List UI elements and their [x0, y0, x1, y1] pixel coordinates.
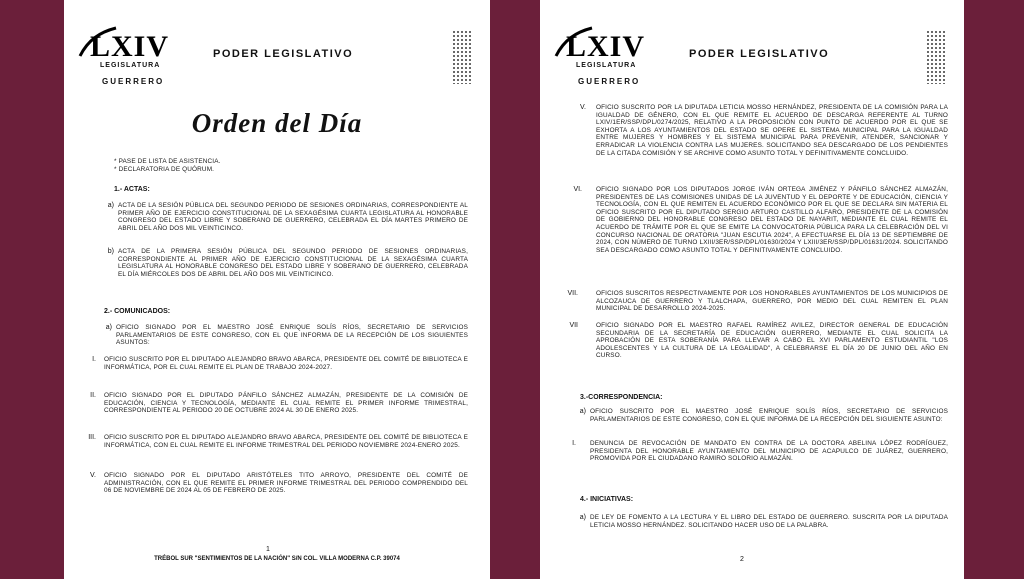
marker: III. [88, 434, 96, 441]
marker: V. [580, 104, 586, 111]
page-header [78, 22, 476, 88]
item-viii: OFICIO SIGNADO POR EL MAESTRO RAFAEL RAMÍREZ AVILEZ, DIRECTOR GENERAL DE EDUCACIÓN SECUNDARIA DE LA SECRETARÍA DE EDUCACIÓN GUERRERO, MEDIANTE EL CUAL SOLICITA LA APROBACIÓN DE ESTA SOBERANÍA PARA LLEVAR A CABO EL XVI PARLAMENTO ESTUDIANTIL "LOS ADOLESCENTES Y LA CULTURA DE LA LEGALIDAD", A CELEBRARSE EL DÍA 20 DE JUNIO DEL AÑO EN CURSO. [596, 322, 948, 360]
acta-b: ACTA DE LA PRIMERA SESIÓN PÚBLICA DEL SEGUNDO PERIODO DE SESIONES ORDINARIAS, CORRESPONDIENTE AL PRIMER AÑO DE EJERCICIO CONSTITUCIONAL DE LA SEXAGÉSIMA CUARTA LEGISLATURA AL HONORABLE CONGRESO DEL ESTADO LIBRE Y SOBERANO DE GUERRERO, CELEBRADA EL DÍA MIÉRCOLES DOS DE ABRIL DEL AÑO DOS MIL VEINTICINCO. [118, 248, 468, 278]
item-v: OFICIO SUSCRITO POR LA DIPUTADA LETICIA MOSSO HERNÁNDEZ, PRESIDENTA DE LA COMISIÓN PARA LA IGUALDAD DE GÉNERO, CON EL QUE REMITE EL ACUERDO DE DESCARGA REFERENTE AL TURNO LXIV/1ER/SSP/DPL/0274/2025, RELATIVO A LA PROPOSICIÓN CON PUNTO DE ACUERDO POR EL QUE SE EXHORTA A LOS AYUNTAMIENTOS DEL ESTADO SE OPERE EL SISTEMA MUNICIPAL PARA LA IGUALDAD ENTRE MUJERES Y HOMBRES Y EL SISTEMA MUNICIPAL PARA PREVENIR, ATENDER, SANCIONAR Y ERRADICAR LA VIOLENCIA CONTRA LAS MUJERES. SOLICITANDO SEA DESCARGADO DE LOS PENDIENTES DE LA CITADA COMISIÓN Y SE ARCHIVE COMO ASUNTO TOTAL Y DEFINITIVAMENTE CONCLUIDO. [596, 104, 948, 157]
dot-pattern-icon [452, 30, 472, 84]
logo-legislatura: LEGISLATURA [100, 62, 161, 69]
marker: VII [569, 322, 578, 329]
document-page-1 [64, 0, 490, 579]
correspondencia-title: 3.-CORRESPONDENCIA: [580, 394, 663, 401]
poder-legislativo-title: PODER LEGISLATIVO [213, 48, 354, 60]
orden-del-dia-heading: Orden del Día [191, 108, 363, 138]
marker: VII. [567, 290, 578, 297]
item-vii: OFICIOS SUSCRITOS RESPECTIVAMENTE POR LOS HONORABLES AYUNTAMIENTOS DE LOS MUNICIPIOS DE ALCOZAUCA DE GUERRERO Y TLALCHAPA, GUERRERO, POR MEDIO DEL CUAL REMITEN EL PLAN MUNICIPAL DE DESARROLLO 2024-2025. [596, 290, 948, 313]
logo-state: GUERRERO [578, 77, 641, 86]
marker: a) [105, 324, 112, 331]
declaratoria-quorum: * DECLARATORIA DE QUÓRUM. [114, 166, 215, 173]
correspondencia-i: DENUNCIA DE REVOCACIÓN DE MANDATO EN CONTRA DE LA DOCTORA ABELINA LÓPEZ RODRÍGUEZ, PRESIDENTA DEL HONORABLE AYUNTAMIENTO DEL MUNICIPIO DE ACAPULCO DE JUÁREZ, GUERRERO, PROMOVIDA POR EL CIUDADANO RAMIRO SOLORIO ALMAZÁN. [590, 440, 948, 463]
footer-address: TRÉBOL SUR "SENTIMIENTOS DE LA NACIÓN" S/N COL. VILLA MODERNA C.P. 39074 [154, 556, 400, 562]
poder-legislativo-title: PODER LEGISLATIVO [689, 48, 830, 60]
marker: V. [90, 472, 96, 479]
logo-roman: LXIV [566, 30, 646, 63]
page-number: 1 [266, 546, 270, 553]
logo-roman: LXIV [90, 30, 170, 63]
comunicado-iii: OFICIO SUSCRITO POR EL DIPUTADO ALEJANDRO BRAVO ABARCA, PRESIDENTE DEL COMITÉ DE BIBLIOTECA E INFORMÁTICA, CON EL CUAL REMITE EL INFORME TRIMESTRAL DEL PERIODO NOVIEMBRE 2024-ENERO 2025. [104, 434, 468, 449]
marker: a) [579, 514, 586, 521]
comunicado-a: OFICIO SIGNADO POR EL MAESTRO JOSÉ ENRIQUE SOLÍS RÍOS, SECRETARIO DE SERVICIOS PARLAMENTARIOS DE ESTE CONGRESO, CON EL QUE INFORMA DE LA RECEPCIÓN DE LOS SIGUIENTES ASUNTOS: [116, 324, 468, 347]
legislature-logo [554, 22, 654, 88]
comunicado-iv: OFICIO SIGNADO POR EL DIPUTADO ARISTÓTELES TITO ARROYO, PRESIDENTE DEL COMITÉ DE ADMINISTRACIÓN, CON EL QUE REMITE EL PRIMER INFORME TRIMESTRAL DEL PERIODO COMPRENDIDO DEL 06 DE NOVIEMBRE DE 2024 AL 05 DE FEBRERO DE 2025. [104, 472, 468, 495]
actas-title: 1.- ACTAS: [114, 186, 150, 193]
marker: I. [572, 440, 576, 447]
legislature-logo [78, 22, 178, 88]
item-vi: OFICIO SIGNADO POR LOS DIPUTADOS JORGE IVÁN ORTEGA JIMÉNEZ Y PÁNFILO SÁNCHEZ ALMAZÁN, PRESIDENTES DE LAS COMISIONES UNIDAS DE LA JUVENTUD Y EL DEPORTE Y DE EDUCACIÓN, CIENCIA Y TECNOLOGÍA, CON EL QUE REMITEN EL ACUERDO ECONÓMICO POR EL QUE SE DECLARA SIN MATERIA EL OFICIO SUSCRITO POR EL DIPUTADO SERGIO ARTURO CASTILLO ALFARO, PRESIDENTE DE LA COMISIÓN DE GOBIERNO DEL HONORABLE CONGRESO DEL ESTADO DE NAYARIT, MEDIANTE EL CUAL REMITE EL ACUERDO DE TRÁMITE POR EL QUE SE EMITE LA CONVOCATORIA PÚBLICA PARA LA CELEBRACIÓN DEL VI CONCURSO NACIONAL DE ORATORIA "JUAN ESCUTIA 2024", A EFECTUARSE EL DÍA 13 DE SEPTIEMBRE DE 2024, CON NÚMERO DE TURNO LXIII/3ER/SSP/DPL/01630/2024 Y LXIII/3ER/SSP/DPL/01631/2024. SOLICITANDO SEA DESCARGADO COMO ASUNTO TOTAL Y DEFINITIVAMENTE CONCLUIDO. [596, 186, 948, 254]
dot-pattern-icon [926, 30, 946, 84]
page-number: 2 [740, 556, 744, 563]
marker: II. [90, 392, 96, 399]
marker: VI. [573, 186, 582, 193]
marker: a) [579, 408, 586, 415]
document-page-2 [540, 0, 964, 579]
iniciativas-title: 4.- INICIATIVAS: [580, 496, 634, 503]
marker: I. [92, 356, 96, 363]
pase-lista: * PASE DE LISTA DE ASISTENCIA. [114, 158, 221, 165]
page-header [554, 22, 950, 88]
comunicados-title: 2.- COMUNICADOS: [104, 308, 171, 315]
acta-a: ACTA DE LA SESIÓN PÚBLICA DEL SEGUNDO PERIODO DE SESIONES ORDINARIAS, CORRESPONDIENTE AL PRIMER AÑO DE EJERCICIO CONSTITUCIONAL DE LA SEXAGÉSIMA CUARTA LEGISLATURA AL HONORABLE CONGRESO DEL ESTADO LIBRE Y SOBERANO DE GUERRERO, CELEBRADA EL DÍA MARTES PRIMERO DE ABRIL DEL AÑO DOS MIL VEINTICINCO. [118, 202, 468, 232]
comunicado-i: OFICIO SUSCRITO POR EL DIPUTADO ALEJANDRO BRAVO ABARCA, PRESIDENTE DEL COMITÉ DE BIBLIOTECA E INFORMÁTICA, POR EL CUAL REMITE EL PLAN DE TRABAJO 2024-2027. [104, 356, 468, 371]
marker: a) [107, 202, 114, 209]
marker: b) [107, 248, 114, 255]
iniciativa-a: DE LEY DE FOMENTO A LA LECTURA Y EL LIBRO DEL ESTADO DE GUERRERO. SUSCRITA POR LA DIPUTADA LETICIA MOSSO HERNÁNDEZ. SOLICITANDO HACER USO DE LA PALABRA. [590, 514, 948, 529]
correspondencia-a: OFICIO SUSCRITO POR EL MAESTRO JOSÉ ENRIQUE SOLÍS RÍOS, SECRETARIO DE SERVICIOS PARLAMENTARIOS DE ESTE CONGRESO, CON EL QUE INFORMA DE LA RECEPCIÓN DEL SIGUIENTE ASUNTO: [590, 408, 948, 423]
comunicado-ii: OFICIO SIGNADO POR EL DIPUTADO PÁNFILO SÁNCHEZ ALMAZÁN, PRESIDENTE DE LA COMISIÓN DE EDUCACIÓN, CIENCIA Y TECNOLOGÍA, MEDIANTE EL CUAL REMITE EL PRIMER INFORME TRIMESTRAL, CORRESPONDIENTE AL PERIODO 20 DE OCTUBRE 2024 AL 30 DE ENERO 2025. [104, 392, 468, 415]
logo-legislatura: LEGISLATURA [576, 62, 637, 69]
logo-state: GUERRERO [102, 77, 165, 86]
